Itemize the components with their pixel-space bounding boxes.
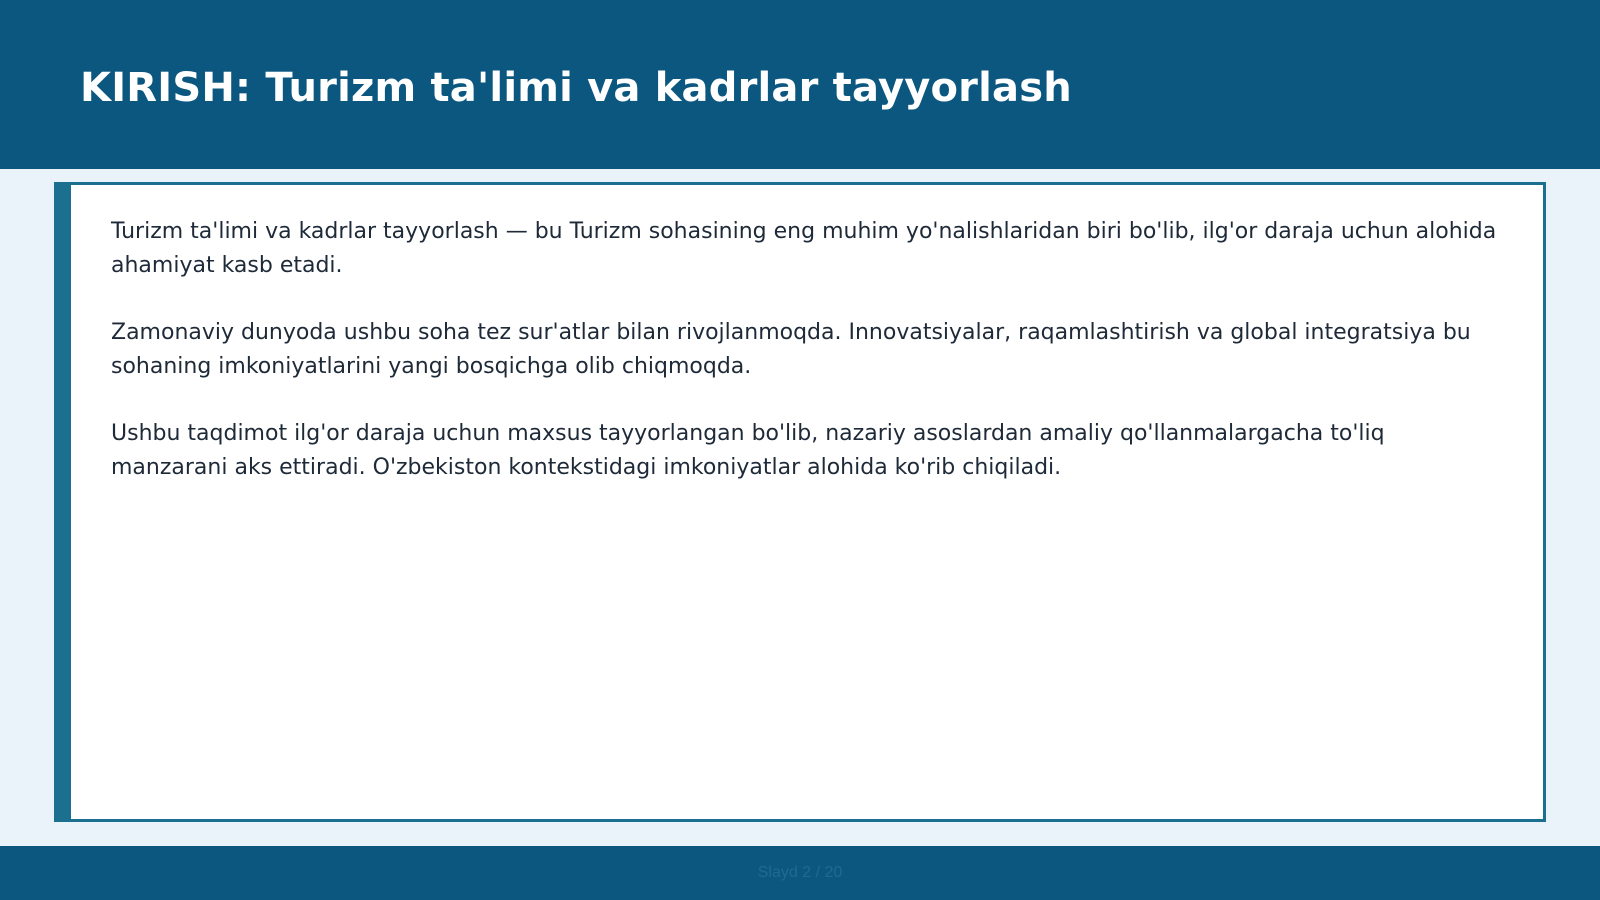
slide-header [0,0,1600,169]
paragraph-presentation-scope: Ushbu taqdimot ilg'or daraja uchun maxsus tayyorlangan bo'lib, nazariy asoslardan amaliy qo'llanmalargacha to'liq manzarani aks ettiradi. O'zbekiston kontekstidagi imkoniyatlar alohida ko'rib chiqiladi. [111,421,1385,480]
content-box [54,182,1546,822]
paragraph-modern-world: Zamonaviy dunyoda ushbu soha tez sur'atlar bilan rivojlanmoqda. Innovatsiyalar, raqamlashtirish va global integratsiya bu sohaning imkoniyatlarini yangi bosqichga olib chiqmoqda. [111,320,1471,379]
content-paragraphs [111,215,1501,518]
slide-title: KIRISH: Turizm ta'limi va kadrlar tayyorlash [80,65,1072,111]
slide-footer [0,846,1600,900]
paragraph-intro: Turizm ta'limi va kadrlar tayyorlash — bu Turizm sohasining eng muhim yo'nalishlaridan biri bo'lib, ilg'or daraja uchun alohida ahamiyat kasb etadi. [111,219,1497,278]
page-number: Slayd 2 / 20 [757,864,843,881]
